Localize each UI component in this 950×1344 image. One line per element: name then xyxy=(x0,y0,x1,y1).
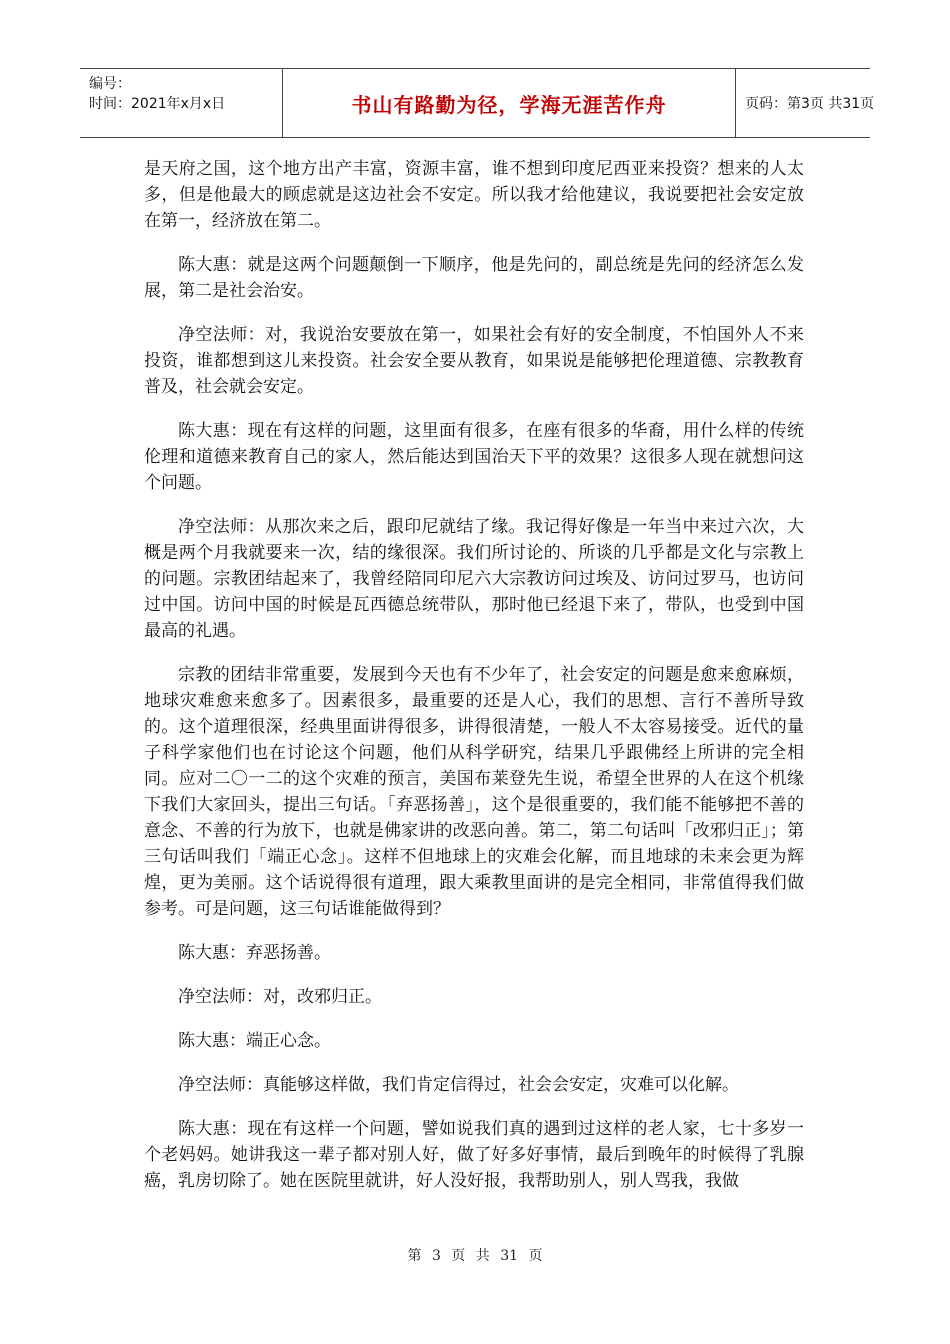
paragraph: 净空法师：对，我说治安要放在第一，如果社会有好的安全制度，不怕国外人不来投资，谁都想到这儿来投资。社会安全要从教育，如果说是能够把伦理道德、宗教教育普及，社会就会安定。 xyxy=(144,325,804,397)
paragraph: 陈大惠：现在有这样的问题，这里面有很多，在座有很多的华裔，用什么样的传统伦理和道德来教育自己的家人，然后能达到国治天下平的效果？这很多人现在就想问这个问题。 xyxy=(144,421,804,493)
paragraph: 陈大惠：就是这两个问题颠倒一下顺序，他是先问的，副总统是先问的经济怎么发展，第二是社会治安。 xyxy=(144,255,804,301)
paragraph: 净空法师：对，改邪归正。 xyxy=(178,987,382,1007)
paragraph: 是天府之国，这个地方出产丰富，资源丰富，谁不想到印度尼西亚来投资？想来的人太多，但是他最大的顾虑就是这边社会不安定。所以我才给他建议，我说要把社会安定放在第一，经济放在第二。 xyxy=(144,159,804,231)
page-footer: 第 3 页 共 31 页 xyxy=(407,1248,543,1264)
paragraph: 宗教的团结非常重要，发展到今天也有不少年了，社会安定的问题是愈来愈麻烦，地球灾难愈来愈多了。因素很多，最重要的还是人心，我们的思想、言行不善所导致的。这个道理很深，经典里面讲得很多，讲得很清楚，一般人不太容易接受。近代的量子科学家他们也在讨论这个问题，他们从科学研究，结果几乎跟佛经上所讲的完全相同。应对二〇一二的这个灾难的预言，美国布莱登先生说，希望全世界的人在这个机缘下我们大家回头，提出三句话。「弃恶扬善」，这个是很重要的，我们能不能够把不善的意念、不善的行为放下，也就是佛家讲的改恶向善。第二，第二句话叫「改邪归正」；第三句话叫我们「端正心念」。这样不但地球上的灾难会化解，而且地球的未来会更为辉煌，更为美丽。这个话说得很有道理，跟大乘教里面讲的是完全相同，非常值得我们做参考。可是问题，这三句话谁能做得到？ xyxy=(144,665,804,919)
page-header xyxy=(80,68,875,138)
paragraph: 净空法师：从那次来之后，跟印尼就结了缘。我记得好像是一年当中来过六次，大概是两个月我就要来一次，结的缘很深。我们所讨论的、所谈的几乎都是文化与宗教上的问题。宗教团结起来了，我曾经陪同印尼六大宗教访问过埃及、访问过罗马，也访问过中国。访问中国的时候是瓦西德总统带队，那时他已经退下来了，带队，也受到中国最高的礼遇。 xyxy=(144,517,804,641)
paragraph: 陈大惠：现在有这样一个问题，譬如说我们真的遇到过这样的老人家，七十多岁一个老妈妈。她讲我这一辈子都对别人好，做了好多好事情，最后到晚年的时候得了乳腺癌，乳房切除了。她在医院里就讲，好人没好报，我帮助别人，别人骂我，我做 xyxy=(144,1119,804,1191)
paragraph: 陈大惠：弃恶扬善。 xyxy=(178,943,331,963)
paragraph: 净空法师：真能够这样做，我们肯定信得过，社会会安定，灾难可以化解。 xyxy=(178,1075,739,1095)
header-motto: 书山有路勤为径，学海无涯苦作舟 xyxy=(351,92,667,117)
header-page-info: 页码：第3页 共31页 xyxy=(745,96,875,112)
paragraph: 陈大惠：端正心念。 xyxy=(178,1031,331,1051)
document-body xyxy=(144,156,804,1212)
document-time-label: 时间：2021年x月x日 xyxy=(89,96,226,112)
header-meta xyxy=(80,69,280,137)
header-page-cell xyxy=(736,69,875,137)
document-number-label: 编号： xyxy=(89,76,131,92)
header-motto-cell xyxy=(282,69,736,137)
